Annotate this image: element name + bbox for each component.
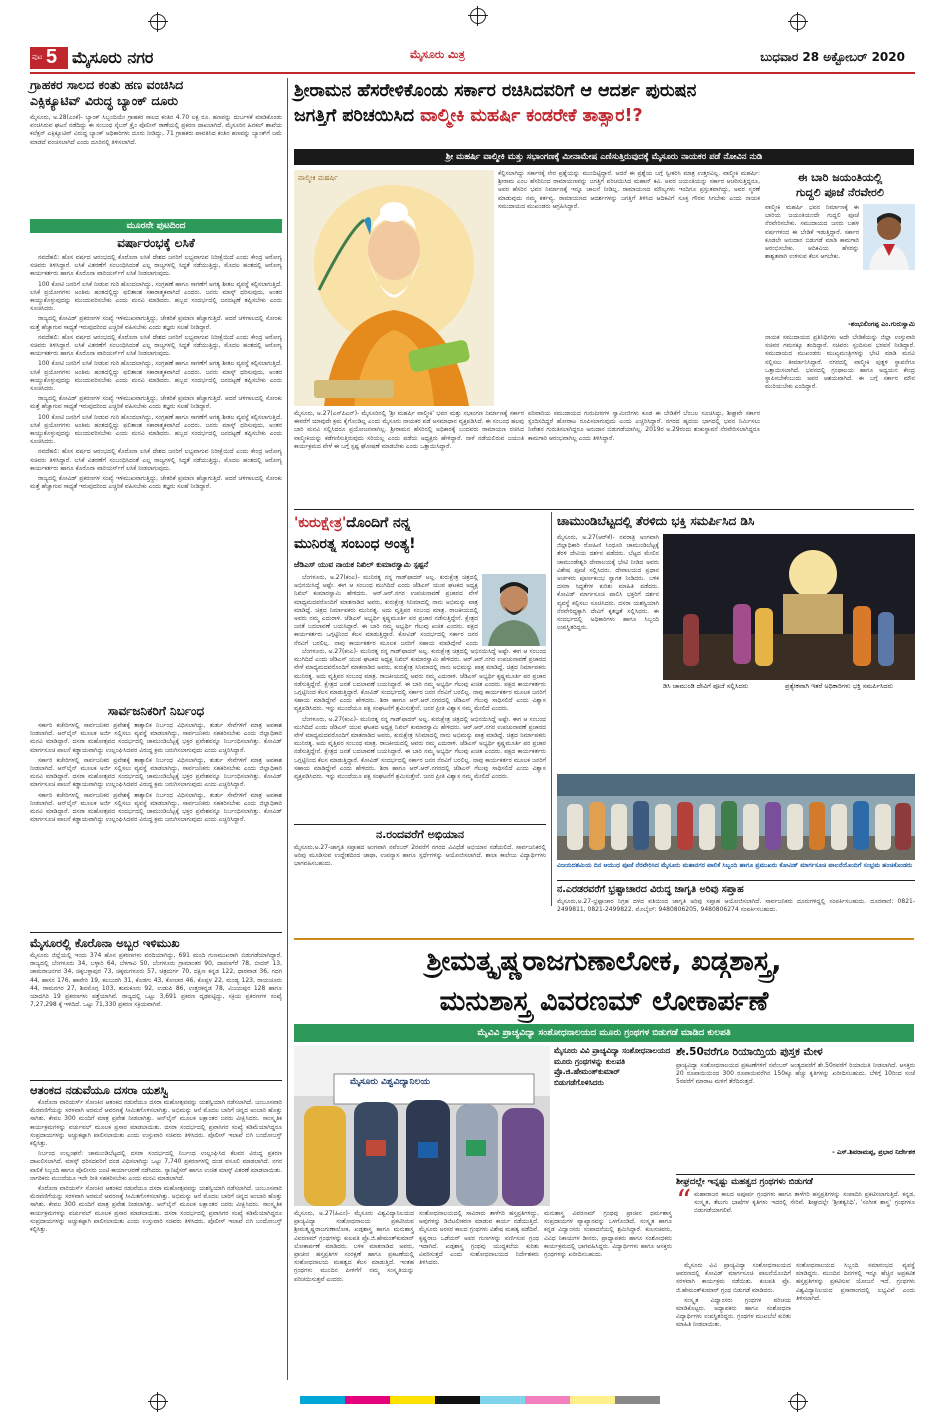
registration-mark <box>150 14 166 30</box>
column-divider <box>551 512 552 906</box>
valmiki-subheadline: ಶ್ರೀ ಮಹರ್ಷಿ ವಾಲ್ಮೀಕಿ ಮತ್ತು ಸಭಾಂಗಣಕ್ಕೆ ಮೀನಾಮೇಷ ಎಣಿಸುತ್ತಿರುವುದಕ್ಕೆ ಮೈಸೂರು ನಾಯಕರ ಪಡೆ ನೋವಿನ ನುಡಿ <box>294 149 914 165</box>
issue-date: ಬುಧವಾರ 28 ಅಕ್ಟೋಬರ್ 2020 <box>760 50 905 64</box>
books-body-4: ಮೈಸೂರು ವಿವಿ ಪ್ರಾಚ್ಯವಿದ್ಯಾ ಸಂಶೋಧನಾಲಯದ ಆವರಣದಲ್ಲಿ ಕೋವಿಡ್ ಮಾರ್ಗಸೂಚಿ ಪಾಲನೆಯೊಂದಿಗೆ ಸರಳವಾಗಿ ಕಾರ್ಯಕ್ರಮ ನಡೆಯಿತು. ಕುಲಪತಿ ಪ್ರೊ. ಜಿ.ಹೇಮಂತ್‌ಕುಮಾರ್ ಗ್ರಂಥ ಬಿಡುಗಡೆ ಮಾಡಿದರು. ಸಂಸ್ಕೃತ ವಿದ್ವಾಂಸರು ಗ್ರಂಥಗಳ ಪರಿಚಯ ಮಾಡಿಕೊಟ್ಟರು. ಅಧ್ಯಾಪಕರು ಹಾಗೂ ಸಂಶೋಧನಾ ವಿದ್ಯಾರ್ಥಿಗಳು ಉಪಸ್ಥಿತರಿದ್ದರು. ಗ್ರಂಥಗಳ ಮುಖಬೆಲೆ ಕುರಿತು ಮಾಹಿತಿ ನೀಡಲಾಯಿತು. <box>676 1262 791 1329</box>
photo-caption-text: ಮೈಸೂರು ವಿವಿ ಪ್ರಾಚ್ಯವಿದ್ಯಾ ಸಂಶೋಧನಾಲಯದ ಮೂರು ಗ್ರಂಥಗಳನ್ನು ಕುಲಪತಿ ಪ್ರೊ.ಜಿ.ಹೇಮಂತ್‌ಕುಮಾರ್ ಬಿಡುಗಡೆಗೊಳಿಸಿದರು <box>554 1046 671 1087</box>
book-fair-byline: - ಎಸ್.ಶಿವರಾಮಪ್ಪ, ಪ್ರಭಾರ ನಿರ್ದೇಶಕ <box>832 1148 915 1156</box>
divider <box>30 1080 282 1081</box>
sidebar-headline: ಈ ಬಾರಿ ಜಯಂತಿಯಲ್ಲಿ ಗುದ್ದಲಿ ಪೂಜೆ ನೆರವೇರಲಿ <box>796 171 884 199</box>
registration-mark <box>790 14 806 30</box>
valmiki-label: ವಾಲ್ಮೀಕಿ ಮಹರ್ಷಿ <box>298 174 338 182</box>
sidebar-box <box>765 170 915 506</box>
pull-quote-headline: ಶೀಘ್ರದಲ್ಲೇ ಇನ್ನಷ್ಟು ಮಹತ್ವದ ಗ್ರಂಥಗಳು ಬಿಡುಗಡೆ <box>676 1177 813 1187</box>
registration-mark <box>150 1394 166 1410</box>
kurukshetra-body-2: ಬೆಂಗಳೂರು, ಅ.27(ಕಂಎ)- ಮುನಿರತ್ನ ನನ್ನ ಗಾಡ್‌ಫಾದರ್ ಅಲ್ಲ. ಕುರುಕ್ಷೇತ್ರ ಚಿತ್ರದಲ್ಲಿ ಅಭಿನಯಿಸಿದ್ದೆ ಅಷ್ಟೇ. ಈಗ ಆ ಸಂಬಂಧ ಮುಗಿದಿದೆ ಎಂದು ಜೆಡಿಎಸ್ ಯುವ ಘಟಕದ ಅಧ್ಯಕ್ಷ ನಿಖಿಲ್ ಕುಮಾರಸ್ವಾಮಿ ಹೇಳಿದರು. ಆರ್.ಆರ್.ನಗರ ಉಪಚುನಾವಣೆ ಪ್ರಚಾರದ ವೇಳೆ ಮಾಧ್ಯಮದವರೊಂದಿಗೆ ಮಾತನಾಡಿದ ಅವರು, ಕುರುಕ್ಷೇತ್ರ ಸಿನಿಮಾದಲ್ಲಿ ನಾನು ಅಭಿಮನ್ಯು ಪಾತ್ರ ಮಾಡಿದ್ದೆ. ಚಿತ್ರದ ನಿರ್ಮಾಪಕರು ಮುನಿರತ್ನ. ಅದು ವೃತ್ತಿಪರ ಸಂಬಂಧ ಮಾತ್ರ. ರಾಜಕೀಯದಲ್ಲಿ ಅವರು ನಮ್ಮ ಎದುರಾಳಿ. ಜೆಡಿಎಸ್ ಅಭ್ಯರ್ಥಿ ಕೃಷ್ಣಮೂರ್ತಿ ಪರ ಪ್ರಚಾರ ನಡೆಸುತ್ತಿದ್ದೇನೆ. ಕ್ಷೇತ್ರದ ಜನತೆ ಬದಲಾವಣೆ ಬಯಸಿದ್ದಾರೆ. ಈ ಬಾರಿ ನಮ್ಮ ಅಭ್ಯರ್ಥಿ ಗೆಲುವು ಖಚಿತ ಎಂದರು. ಪಕ್ಷದ ಕಾರ್ಯಕರ್ತರು ಒಗ್ಗಟ್ಟಿನಿಂದ ಕೆಲಸ ಮಾಡುತ್ತಿದ್ದಾರೆ. ಕೋವಿಡ್ ಸಂದರ್ಭದಲ್ಲಿ ಸರ್ಕಾರ ಜನರ ನೆರವಿಗೆ ಬರಲಿಲ್ಲ. ನಾವು ಕಾರ್ಯಕರ್ತರ ಮೂಲಕ ಜನರಿಗೆ ಸಹಾಯ ಮಾಡಿದ್ದೇವೆ ಎಂದು ಹೇಳಿದರು. ಶಿರಾ ಹಾಗೂ ಆರ್.ಆರ್.ನಗರದಲ್ಲಿ ಜೆಡಿಎಸ್ ಗೆಲುವು ಸಾಧಿಸಲಿದೆ ಎಂದು ವಿಶ್ವಾಸ ವ್ಯಕ್ತಪಡಿಸಿದರು. ಇನ್ನು ಮುಂದೆಯೂ ಪಕ್ಷ ಸಂಘಟನೆಗೆ ಶ್ರಮಿಸುತ್ತೇನೆ. ಜನರ ಪ್ರೀತಿ ವಿಶ್ವಾಸ ನಮ್ಮ ಮೇಲಿದೆ ಎಂದರು. ಬೆಂಗಳೂರು, ಅ.27(ಕಂಎ)- ಮುನಿರತ್ನ ನನ್ನ ಗಾಡ್‌ಫಾದರ್ ಅಲ್ಲ. ಕುರುಕ್ಷೇತ್ರ ಚಿತ್ರದಲ್ಲಿ ಅಭಿನಯಿಸಿದ್ದೆ ಅಷ್ಟೇ. ಈಗ ಆ ಸಂಬಂಧ ಮುಗಿದಿದೆ ಎಂದು ಜೆಡಿಎಸ್ ಯುವ ಘಟಕದ ಅಧ್ಯಕ್ಷ ನಿಖಿಲ್ ಕುಮಾರಸ್ವಾಮಿ ಹೇಳಿದರು. ಆರ್.ಆರ್.ನಗರ ಉಪಚುನಾವಣೆ ಪ್ರಚಾರದ ವೇಳೆ ಮಾಧ್ಯಮದವರೊಂದಿಗೆ ಮಾತನಾಡಿದ ಅವರು, ಕುರುಕ್ಷೇತ್ರ ಸಿನಿಮಾದಲ್ಲಿ ನಾನು ಅಭಿಮನ್ಯು ಪಾತ್ರ ಮಾಡಿದ್ದೆ. ಚಿತ್ರದ ನಿರ್ಮಾಪಕರು ಮುನಿರತ್ನ. ಅದು ವೃತ್ತಿಪರ ಸಂಬಂಧ ಮಾತ್ರ. ರಾಜಕೀಯದಲ್ಲಿ ಅವರು ನಮ್ಮ ಎದುರಾಳಿ. ಜೆಡಿಎಸ್ ಅಭ್ಯರ್ಥಿ ಕೃಷ್ಣಮೂರ್ತಿ ಪರ ಪ್ರಚಾರ ನಡೆಸುತ್ತಿದ್ದೇನೆ. ಕ್ಷೇತ್ರದ ಜನತೆ ಬದಲಾವಣೆ ಬಯಸಿದ್ದಾರೆ. ಈ ಬಾರಿ ನಮ್ಮ ಅಭ್ಯರ್ಥಿ ಗೆಲುವು ಖಚಿತ ಎಂದರು. ಪಕ್ಷದ ಕಾರ್ಯಕರ್ತರು ಒಗ್ಗಟ್ಟಿನಿಂದ ಕೆಲಸ ಮಾಡುತ್ತಿದ್ದಾರೆ. ಕೋವಿಡ್ ಸಂದರ್ಭದಲ್ಲಿ ಸರ್ಕಾರ ಜನರ ನೆರವಿಗೆ ಬರಲಿಲ್ಲ. ನಾವು ಕಾರ್ಯಕರ್ತರ ಮೂಲಕ ಜನರಿಗೆ ಸಹಾಯ ಮಾಡಿದ್ದೇವೆ ಎಂದು ಹೇಳಿದರು. ಶಿರಾ ಹಾಗೂ ಆರ್.ಆರ್.ನಗರದಲ್ಲಿ ಜೆಡಿಎಸ್ ಗೆಲುವು ಸಾಧಿಸಲಿದೆ ಎಂದು ವಿಶ್ವಾಸ ವ್ಯಕ್ತಪಡಿಸಿದರು. ಇನ್ನು ಮುಂದೆಯೂ ಪಕ್ಷ ಸಂಘಟನೆಗೆ ಶ್ರಮಿಸುತ್ತೇನೆ. ಜನರ ಪ್ರೀತಿ ವಿಶ್ವಾಸ ನಮ್ಮ ಮೇಲಿದೆ ಎಂದರು. <box>294 648 546 781</box>
paper-name: ಮೈಸೂರು ಮಿತ್ರ <box>410 48 465 61</box>
book-fair-box <box>676 1046 915 1172</box>
valmiki-headline: ಶ್ರೀರಾಮನ ಹೆಸರೇಳಿಕೊಂಡು ಸರ್ಕಾರ ರಚಿಸಿದವರಿಗೆ ಆ ಆದರ್ಶ ಪುರುಷನ ಜಗತ್ತಿಗೆ ಪರಿಚಯಿಸಿದ ವಾಲ್ಮೀಕಿ ಮಹರ್ಷಿ ಕಂಡರೇಕೆ ತಾತ್ಸಾರ!? <box>294 81 697 126</box>
group-photo <box>557 774 915 860</box>
photo-caption <box>554 1046 672 1206</box>
book-fair-body: ಪ್ರಾಚ್ಯವಿದ್ಯಾ ಸಂಶೋಧನಾಲಯದ ಪ್ರಕಟಣೆಗಳಿಗೆ ನವೆಂಬರ್ ಅಂತ್ಯದವರೆಗೆ ಶೇ.50ರವರೆಗೆ ರಿಯಾಯಿತಿ ನೀಡಲಾಗಿದೆ. ಆಸಕ್ತರು 20 ರೂಪಾಯಿಯಿಂದ 300 ರೂಪಾಯಿವರೆಗಿನ 150ಕ್ಕೂ ಹೆಚ್ಚು ಕೃತಿಗಳನ್ನು ಖರೀದಿಸಬಹುದು. ಬೆಳಿಗ್ಗೆ 10ರಿಂದ ಸಂಜೆ 5ರವರೆಗೆ ಮಾರಾಟ ಮಳಿಗೆ ತೆರೆದಿರುತ್ತದೆ. <box>676 1062 915 1086</box>
bank-body: ಮೈಸೂರು, ಅ.28(ಎಂಕೆ)- ಬ್ಯಾಂಕ್ ಸಿಬ್ಬಂದಿಯೇ ಗ್ರಾಹಕರ ಸಾಲದ ಕಂತಿನ 4.70 ಲಕ್ಷ ರೂ. ಹಣವನ್ನು ದುರ್ಬಳಕೆ ಮಾಡಿಕೊಂಡು ವಂಚಿಸಿರುವ ಘಟನೆ ನಡೆದಿದ್ದು ಈ ಸಂಬಂಧ ಸೈಬರ್ ಕ್ರೈಂ ಪೊಲೀಸ್ ಠಾಣೆಯಲ್ಲಿ ಪ್ರಕರಣ ದಾಖಲಾಗಿದೆ. ಮೈಸೂರಿನ ಹಿನಕಲ್ ಶಾಖೆಯ ಕಲೆಕ್ಷನ್ ಎಕ್ಸಿಕ್ಯೂಟಿವ್ ವಿರುದ್ಧ ಬ್ಯಾಂಕ್ ಅಧಿಕಾರಿಗಳು ದೂರು ನೀಡಿದ್ದು, 71 ಗ್ರಾಹಕರು ಪಾವತಿಸಿದ ಕಂತಿನ ಹಣವನ್ನು ಬ್ಯಾಂಕ್‌ಗೆ ಜಮೆ ಮಾಡದೆ ವಂಚಿಸಲಾಗಿದೆ ಎಂದು ದೂರಿನಲ್ಲಿ ತಿಳಿಸಲಾಗಿದೆ. <box>30 114 282 146</box>
public-body: ಸರ್ಕಾರಿ ಕಚೇರಿಗಳಲ್ಲಿ ಸಾರ್ವಜನಿಕರ ಪ್ರವೇಶಕ್ಕೆ ತಾತ್ಕಾಲಿಕ ನಿರ್ಬಂಧ ವಿಧಿಸಲಾಗಿದ್ದು, ತುರ್ತು ಸೇವೆಗಳಿಗೆ ಮಾತ್ರ ಅವಕಾಶ ನೀಡಲಾಗಿದೆ. ಆನ್‌ಲೈನ್ ಮೂಲಕ ಅರ್ಜಿ ಸಲ್ಲಿಸಲು ವ್ಯವಸ್ಥೆ ಮಾಡಲಾಗಿದ್ದು, ಸಾರ್ವಜನಿಕರು ಸಹಕರಿಸಬೇಕು ಎಂದು ಜಿಲ್ಲಾಧಿಕಾರಿ ಮನವಿ ಮಾಡಿದ್ದಾರೆ. ದಸರಾ ಮಹೋತ್ಸವದ ಸಂದರ್ಭದಲ್ಲಿ ಚಾಮುಂಡಿಬೆಟ್ಟಕ್ಕೆ ಭಕ್ತರ ಪ್ರವೇಶವನ್ನೂ ನಿರ್ಬಂಧಿಸಲಾಗಿತ್ತು. ಕೋವಿಡ್ ಮಾರ್ಗಸೂಚಿ ಪಾಲನೆ ಕಡ್ಡಾಯವಾಗಿದ್ದು ಉಲ್ಲಂಘಿಸಿದವರ ವಿರುದ್ಧ ಕ್ರಮ ಜರುಗಿಸಲಾಗುವುದು ಎಂದು ಎಚ್ಚರಿಸಿದ್ದಾರೆ. ಸರ್ಕಾರಿ ಕಚೇರಿಗಳಲ್ಲಿ ಸಾರ್ವಜನಿಕರ ಪ್ರವೇಶಕ್ಕೆ ತಾತ್ಕಾಲಿಕ ನಿರ್ಬಂಧ ವಿಧಿಸಲಾಗಿದ್ದು, ತುರ್ತು ಸೇವೆಗಳಿಗೆ ಮಾತ್ರ ಅವಕಾಶ ನೀಡಲಾಗಿದೆ. ಆನ್‌ಲೈನ್ ಮೂಲಕ ಅರ್ಜಿ ಸಲ್ಲಿಸಲು ವ್ಯವಸ್ಥೆ ಮಾಡಲಾಗಿದ್ದು, ಸಾರ್ವಜನಿಕರು ಸಹಕರಿಸಬೇಕು ಎಂದು ಜಿಲ್ಲಾಧಿಕಾರಿ ಮನವಿ ಮಾಡಿದ್ದಾರೆ. ದಸರಾ ಮಹೋತ್ಸವದ ಸಂದರ್ಭದಲ್ಲಿ ಚಾಮುಂಡಿಬೆಟ್ಟಕ್ಕೆ ಭಕ್ತರ ಪ್ರವೇಶವನ್ನೂ ನಿರ್ಬಂಧಿಸಲಾಗಿತ್ತು. ಕೋವಿಡ್ ಮಾರ್ಗಸೂಚಿ ಪಾಲನೆ ಕಡ್ಡಾಯವಾಗಿದ್ದು ಉಲ್ಲಂಘಿಸಿದವರ ವಿರುದ್ಧ ಕ್ರಮ ಜರುಗಿಸಲಾಗುವುದು ಎಂದು ಎಚ್ಚರಿಸಿದ್ದಾರೆ. ಸರ್ಕಾರಿ ಕಚೇರಿಗಳಲ್ಲಿ ಸಾರ್ವಜನಿಕರ ಪ್ರವೇಶಕ್ಕೆ ತಾತ್ಕಾಲಿಕ ನಿರ್ಬಂಧ ವಿಧಿಸಲಾಗಿದ್ದು, ತುರ್ತು ಸೇವೆಗಳಿಗೆ ಮಾತ್ರ ಅವಕಾಶ ನೀಡಲಾಗಿದೆ. ಆನ್‌ಲೈನ್ ಮೂಲಕ ಅರ್ಜಿ ಸಲ್ಲಿಸಲು ವ್ಯವಸ್ಥೆ ಮಾಡಲಾಗಿದ್ದು, ಸಾರ್ವಜನಿಕರು ಸಹಕರಿಸಬೇಕು ಎಂದು ಜಿಲ್ಲಾಧಿಕಾರಿ ಮನವಿ ಮಾಡಿದ್ದಾರೆ. ದಸರಾ ಮಹೋತ್ಸವದ ಸಂದರ್ಭದಲ್ಲಿ ಚಾಮುಂಡಿಬೆಟ್ಟಕ್ಕೆ ಭಕ್ತರ ಪ್ರವೇಶವನ್ನೂ ನಿರ್ಬಂಧಿಸಲಾಗಿತ್ತು. ಕೋವಿಡ್ ಮಾರ್ಗಸೂಚಿ ಪಾಲನೆ ಕಡ್ಡಾಯವಾಗಿದ್ದು ಉಲ್ಲಂಘಿಸಿದವರ ವಿರುದ್ಧ ಕ್ರಮ ಜರುಗಿಸಲಾಗುವುದು ಎಂದು ಎಚ್ಚರಿಸಿದ್ದಾರೆ. <box>30 722 282 824</box>
page-label: ಪುಟ <box>32 53 43 61</box>
kurukshetra-body: ಬೆಂಗಳೂರು, ಅ.27(ಕಂಎ)- ಮುನಿರತ್ನ ನನ್ನ ಗಾಡ್‌ಫಾದರ್ ಅಲ್ಲ. ಕುರುಕ್ಷೇತ್ರ ಚಿತ್ರದಲ್ಲಿ ಅಭಿನಯಿಸಿದ್ದೆ ಅಷ್ಟೇ. ಈಗ ಆ ಸಂಬಂಧ ಮುಗಿದಿದೆ ಎಂದು ಜೆಡಿಎಸ್ ಯುವ ಘಟಕದ ಅಧ್ಯಕ್ಷ ನಿಖಿಲ್ ಕುಮಾರಸ್ವಾಮಿ ಹೇಳಿದರು. ಆರ್.ಆರ್.ನಗರ ಉಪಚುನಾವಣೆ ಪ್ರಚಾರದ ವೇಳೆ ಮಾಧ್ಯಮದವರೊಂದಿಗೆ ಮಾತನಾಡಿದ ಅವರು, ಕುರುಕ್ಷೇತ್ರ ಸಿನಿಮಾದಲ್ಲಿ ನಾನು ಅಭಿಮನ್ಯು ಪಾತ್ರ ಮಾಡಿದ್ದೆ. ಚಿತ್ರದ ನಿರ್ಮಾಪಕರು ಮುನಿರತ್ನ. ಅದು ವೃತ್ತಿಪರ ಸಂಬಂಧ ಮಾತ್ರ. ರಾಜಕೀಯದಲ್ಲಿ ಅವರು ನಮ್ಮ ಎದುರಾಳಿ. ಜೆಡಿಎಸ್ ಅಭ್ಯರ್ಥಿ ಕೃಷ್ಣಮೂರ್ತಿ ಪರ ಪ್ರಚಾರ ನಡೆಸುತ್ತಿದ್ದೇನೆ. ಕ್ಷೇತ್ರದ ಜನತೆ ಬದಲಾವಣೆ ಬಯಸಿದ್ದಾರೆ. ಈ ಬಾರಿ ನಮ್ಮ ಅಭ್ಯರ್ಥಿ ಗೆಲುವು ಖಚಿತ ಎಂದರು. ಪಕ್ಷದ ಕಾರ್ಯಕರ್ತರು ಒಗ್ಗಟ್ಟಿನಿಂದ ಕೆಲಸ ಮಾಡುತ್ತಿದ್ದಾರೆ. ಕೋವಿಡ್ ಸಂದರ್ಭದಲ್ಲಿ ಸರ್ಕಾರ ಜನರ ನೆರವಿಗೆ ಬರಲಿಲ್ಲ. ನಾವು ಕಾರ್ಯಕರ್ತರ ಮೂಲಕ ಜನರಿಗೆ ಸಹಾಯ ಮಾಡಿದ್ದೇವೆ ಎಂದು <box>294 574 478 646</box>
bank-headline: ಗ್ರಾಹಕರ ಸಾಲದ ಕಂತು ಹಣ ವಂಚಿಸಿದ ಎಕ್ಸಿಕ್ಯೂಟಿವ್ ವಿರುದ್ಧ ಬ್ಯಾಂಕ್ ದೂರು <box>30 77 184 108</box>
book-release-photo <box>294 1046 550 1206</box>
books-body-2: ಸಂಶೋಧನಾಲಯದಲ್ಲಿ ಸಾವಿರಾರು ತಾಳೆಗರಿ ಹಸ್ತಪ್ರತಿಗಳಿದ್ದು, ಅವುಗಳನ್ನು ಡಿಜಿಟಲೀಕರಣ ಮಾಡುವ ಕಾರ್ಯ ನಡೆಯುತ್ತಿದೆ. ಮೈಸೂರು ಅರಸರ ಕಾಲದ ಗ್ರಂಥಗಳು ವಿಶೇಷ ಮಹತ್ವ ಪಡೆದಿವೆ. ಕೃಷ್ಣರಾಜ ಒಡೆಯರ್ ಅವರ ಗುಣಗಳನ್ನು ವರ್ಣಿಸುವ ಗ್ರಂಥ ಇದಾಗಿದೆ. ಖಡ್ಗಶಾಸ್ತ್ರ ಗ್ರಂಥವು ಯುದ್ಧಕಲೆಯ ಕುರಿತು ವಿವರಿಸುತ್ತದೆ ಎಂದು ಸಂಶೋಧನಾಲಯದ ನಿರ್ದೇಶಕರು ತಿಳಿಸಿದರು. <box>419 1210 539 1267</box>
campaign-headline: ನ.ರಂದವರೆಗೆ ಅಭಿಯಾನ <box>375 828 465 841</box>
chamundi-caption-right: ಪ್ರತ್ಯೇಕವಾಗಿ ಇತರೆ ಅಧಿಕಾರಿಗಳು ಭಕ್ತಿ ಸಮರ್ಪಿಸಿದರು <box>785 682 894 690</box>
registration-mark <box>470 8 486 24</box>
campaign-body: ಮೈಸೂರು,ಅ.27-ಜಾಗೃತಿ ಸಪ್ತಾಹದ ಅಂಗವಾಗಿ ನವೆಂಬರ್ 2ರವರೆಗೆ ನಗರದ ವಿವಿಧೆಡೆ ಅಭಿಯಾನ ನಡೆಯಲಿದೆ. ಸಾರ್ವಜನಿಕರಲ್ಲಿ ಅರಿವು ಮೂಡಿಸುವ ಉದ್ದೇಶದಿಂದ ಜಾಥಾ, ಉಪನ್ಯಾಸ ಹಾಗೂ ಸ್ಪರ್ಧೆಗಳನ್ನು ಆಯೋಜಿಸಲಾಗಿದೆ. ಶಾಲಾ ಕಾಲೇಜು ವಿದ್ಯಾರ್ಥಿಗಳು ಭಾಗವಹಿಸಬಹುದು. <box>294 844 546 868</box>
page-number-badge <box>30 47 68 69</box>
sidebar-body: ವಾಲ್ಮೀಕಿ ಮಹರ್ಷಿ ಭವನ ನಿರ್ಮಾಣಕ್ಕೆ ಈ ಬಾರಿಯ ಜಯಂತಿಯಂದೇ ಗುದ್ದಲಿ ಪೂಜೆ ನೆರವೇರಿಸಬೇಕು. ಸಮುದಾಯದ ಜನರು ಬಹಳ ವರ್ಷಗಳಿಂದ ಈ ಬೇಡಿಕೆ ಇಡುತ್ತಿದ್ದಾರೆ. ಸರ್ಕಾರ ಕೂಡಲೇ ಅನುದಾನ ಬಿಡುಗಡೆ ಮಾಡಿ ಕಾಮಗಾರಿ ಆರಂಭಿಸಬೇಕು. ಆದಿಕವಿಯ ಹೆಸರನ್ನು ಶಾಶ್ವತವಾಗಿ ಉಳಿಸುವ ಕೆಲಸ ಆಗಬೇಕು. <box>765 204 859 261</box>
chamundi-headline: ಚಾಮುಂಡಿಬೆಟ್ಟದಲ್ಲಿ ತೆರಳಿದು ಭಕ್ತಿ ಸಮರ್ಪಿಸಿದ ಡಿಸಿ <box>557 514 755 528</box>
pull-quote <box>676 1177 915 1257</box>
books-headline: ಶ್ರೀಮತ್ಕೃಷ್ಣರಾಜಗುಣಾಲೋಕ, ಖಡ್ಗಶಾಸ್ತ್ರ, ಮನುಶಾಸ್ತ್ರ ವಿವರಣಮ್ ಲೋಕಾರ್ಪಣೆ <box>426 946 782 1017</box>
chamundi-caption-left: ಡಿಸಿ ಚಾಮುಂಡಿ ದೇವಿಗೆ ಪೂಜೆ ಸಲ್ಲಿಸಿದರು <box>663 682 749 690</box>
corona-body: ಮೈಸೂರು ಜಿಲ್ಲೆಯಲ್ಲಿ ಇಂದು 374 ಹೊಸ ಪ್ರಕರಣಗಳು ವರದಿಯಾಗಿದ್ದು, 691 ಮಂದಿ ಗುಣಮುಖರಾಗಿ ಬಿಡುಗಡೆಯಾಗಿದ್ದಾರೆ. ರಾಜ್ಯದಲ್ಲಿ ಬೆಂಗಳೂರು 34, ಬಳ್ಳಾರಿ 64, ಬೆಳಗಾವಿ 50, ಬೆಂಗಳೂರು ಗ್ರಾಮಾಂತರ 90, ದಾವಣಗೆರೆ 78, ಬೀದರ್ 13, ಚಾಮರಾಜನಗರ 34, ಚಿಕ್ಕಬಳ್ಳಾಪುರ 73, ಚಿಕ್ಕಮಗಳೂರು 57, ಚಿತ್ರದುರ್ಗ 70, ದಕ್ಷಿಣ ಕನ್ನಡ 122, ಧಾರವಾಡ 36, ಗದಗ 44, ಹಾಸನ 176, ಹಾವೇರಿ 19, ಕಲಬುರಗಿ 31, ಕೊಡಗು 43, ಕೋಲಾರ 46, ಕೊಪ್ಪಳ 22, ಮಂಡ್ಯ 123, ರಾಯಚೂರು 44, ರಾಮನಗರ 27, ಶಿವಮೊಗ್ಗ 103, ತುಮಕೂರು 92, ಉಡುಪಿ 86, ಉತ್ತರಕನ್ನಡ 78, ವಿಜಯಪುರ 128 ಹಾಗೂ ಯಾದಗಿರಿ 19 ಪ್ರಕರಣಗಳು ಪತ್ತೆಯಾಗಿವೆ. ರಾಜ್ಯದಲ್ಲಿ ಒಟ್ಟು 3,691 ಪ್ರಕರಣ ದೃಢಪಟ್ಟಿದ್ದು, ಸಕ್ರಿಯ ಪ್ರಕರಣಗಳ ಸಂಖ್ಯೆ 7,27,298 ಕ್ಕೆ ಇಳಿದಿದೆ. ಒಟ್ಟು 71,330 ಪ್ರಕರಣ ಸಕ್ರಿಯವಾಗಿವೆ. <box>30 952 282 1009</box>
section-title: ಮೈಸೂರು ನಗರ <box>72 48 154 67</box>
dasara-headline: ಆತಂಕದ ನಡುವೆಯೂ ದಸರಾ ಯಶಸ್ವಿ <box>30 1083 169 1097</box>
anti-corruption-body: ಮೈಸೂರು,ಅ.27-ಭ್ರಷ್ಟಾಚಾರ ನಿಗ್ರಹ ದಳದ ವತಿಯಿಂದ ಜಾಗೃತಿ ಅರಿವು ಸಪ್ತಾಹ ಆಯೋಜಿಸಲಾಗಿದೆ. ಸಾರ್ವಜನಿಕರು ದೂರುಗಳಿದ್ದಲ್ಲಿ ಸಂಪರ್ಕಿಸಬಹುದು. ದೂರವಾಣಿ: 0821-2499811, 0821-2499822. ಮೊಬೈಲ್: 9480806205, 9480806274 ಸಂಪರ್ಕಿಸಬಹುದು. <box>557 898 915 914</box>
nikhil-photo <box>482 574 546 646</box>
vaccine-body: ನವದೆಹಲಿ: ಹೊಸ ವರ್ಷದ ಆರಂಭದಲ್ಲಿ ಕೊರೊನಾ ಲಸಿಕೆ ದೇಶದ ಜನರಿಗೆ ಲಭ್ಯವಾಗುವ ನಿರೀಕ್ಷೆಯಿದೆ ಎಂದು ಕೇಂದ್ರ ಆರೋಗ್ಯ ಸಚಿವರು ತಿಳಿಸಿದ್ದಾರೆ. ಲಸಿಕೆ ವಿತರಣೆಗೆ ಸಂಬಂಧಿಸಿದಂತೆ ಎಲ್ಲ ರಾಜ್ಯಗಳಲ್ಲಿ ಸಿದ್ಧತೆ ನಡೆಯುತ್ತಿದ್ದು, ಮೊದಲ ಹಂತದಲ್ಲಿ ಆರೋಗ್ಯ ಕಾರ್ಯಕರ್ತರು ಹಾಗೂ ಕೊರೊನಾ ವಾರಿಯರ್ಸ್‌ಗೆ ಲಸಿಕೆ ನೀಡಲಾಗುವುದು. 100 ಕೋಟಿ ಜನರಿಗೆ ಲಸಿಕೆ ನೀಡುವ ಗುರಿ ಹೊಂದಲಾಗಿದ್ದು, ಸಂಗ್ರಹಣೆ ಹಾಗೂ ಸಾಗಣೆಗೆ ಅಗತ್ಯ ಶೀತಲ ವ್ಯವಸ್ಥೆ ಕಲ್ಪಿಸಲಾಗುತ್ತಿದೆ. ಲಸಿಕೆ ಪ್ರಯೋಗಗಳು ಅಂತಿಮ ಹಂತದಲ್ಲಿದ್ದು ಫಲಿತಾಂಶ ಸಕಾರಾತ್ಮಕವಾಗಿದೆ ಎಂದರು. ಜನರು ಮಾಸ್ಕ್ ಧರಿಸುವುದು, ಅಂತರ ಕಾಯ್ದುಕೊಳ್ಳುವುದನ್ನು ಮುಂದುವರಿಸಬೇಕು ಎಂದು ಮನವಿ ಮಾಡಿದರು. ಹಬ್ಬದ ಸಂದರ್ಭದಲ್ಲಿ ಜನದಟ್ಟಣೆ ತಪ್ಪಿಸಬೇಕು ಎಂದು ಸೂಚಿಸಿದರು. ರಾಜ್ಯದಲ್ಲಿ ಕೋವಿಡ್ ಪ್ರಕರಣಗಳ ಸಂಖ್ಯೆ ಇಳಿಮುಖವಾಗುತ್ತಿದ್ದು, ಚೇತರಿಕೆ ಪ್ರಮಾಣ ಹೆಚ್ಚಾಗುತ್ತಿದೆ. ಆದರೆ ಚಳಿಗಾಲದಲ್ಲಿ ಸೋಂಕು ಮತ್ತೆ ಹೆಚ್ಚಾಗುವ ಸಾಧ್ಯತೆ ಇರುವುದರಿಂದ ಎಚ್ಚರಿಕೆ ವಹಿಸಬೇಕು ಎಂದು ತಜ್ಞರು ಸಲಹೆ ನೀಡಿದ್ದಾರೆ. ನವದೆಹಲಿ: ಹೊಸ ವರ್ಷದ ಆರಂಭದಲ್ಲಿ ಕೊರೊನಾ ಲಸಿಕೆ ದೇಶದ ಜನರಿಗೆ ಲಭ್ಯವಾಗುವ ನಿರೀಕ್ಷೆಯಿದೆ ಎಂದು ಕೇಂದ್ರ ಆರೋಗ್ಯ ಸಚಿವರು ತಿಳಿಸಿದ್ದಾರೆ. ಲಸಿಕೆ ವಿತರಣೆಗೆ ಸಂಬಂಧಿಸಿದಂತೆ ಎಲ್ಲ ರಾಜ್ಯಗಳಲ್ಲಿ ಸಿದ್ಧತೆ ನಡೆಯುತ್ತಿದ್ದು, ಮೊದಲ ಹಂತದಲ್ಲಿ ಆರೋಗ್ಯ ಕಾರ್ಯಕರ್ತರು ಹಾಗೂ ಕೊರೊನಾ ವಾರಿಯರ್ಸ್‌ಗೆ ಲಸಿಕೆ ನೀಡಲಾಗುವುದು. 100 ಕೋಟಿ ಜನರಿಗೆ ಲಸಿಕೆ ನೀಡುವ ಗುರಿ ಹೊಂದಲಾಗಿದ್ದು, ಸಂಗ್ರಹಣೆ ಹಾಗೂ ಸಾಗಣೆಗೆ ಅಗತ್ಯ ಶೀತಲ ವ್ಯವಸ್ಥೆ ಕಲ್ಪಿಸಲಾಗುತ್ತಿದೆ. ಲಸಿಕೆ ಪ್ರಯೋಗಗಳು ಅಂತಿಮ ಹಂತದಲ್ಲಿದ್ದು ಫಲಿತಾಂಶ ಸಕಾರಾತ್ಮಕವಾಗಿದೆ ಎಂದರು. ಜನರು ಮಾಸ್ಕ್ ಧರಿಸುವುದು, ಅಂತರ ಕಾಯ್ದುಕೊಳ್ಳುವುದನ್ನು ಮುಂದುವರಿಸಬೇಕು ಎಂದು ಮನವಿ ಮಾಡಿದರು. ಹಬ್ಬದ ಸಂದರ್ಭದಲ್ಲಿ ಜನದಟ್ಟಣೆ ತಪ್ಪಿಸಬೇಕು ಎಂದು ಸೂಚಿಸಿದರು. ರಾಜ್ಯದಲ್ಲಿ ಕೋವಿಡ್ ಪ್ರಕರಣಗಳ ಸಂಖ್ಯೆ ಇಳಿಮುಖವಾಗುತ್ತಿದ್ದು, ಚೇತರಿಕೆ ಪ್ರಮಾಣ ಹೆಚ್ಚಾಗುತ್ತಿದೆ. ಆದರೆ ಚಳಿಗಾಲದಲ್ಲಿ ಸೋಂಕು ಮತ್ತೆ ಹೆಚ್ಚಾಗುವ ಸಾಧ್ಯತೆ ಇರುವುದರಿಂದ ಎಚ್ಚರಿಕೆ ವಹಿಸಬೇಕು ಎಂದು ತಜ್ಞರು ಸಲಹೆ ನೀಡಿದ್ದಾರೆ. 100 ಕೋಟಿ ಜನರಿಗೆ ಲಸಿಕೆ ನೀಡುವ ಗುರಿ ಹೊಂದಲಾಗಿದ್ದು, ಸಂಗ್ರಹಣೆ ಹಾಗೂ ಸಾಗಣೆಗೆ ಅಗತ್ಯ ಶೀತಲ ವ್ಯವಸ್ಥೆ ಕಲ್ಪಿಸಲಾಗುತ್ತಿದೆ. ಲಸಿಕೆ ಪ್ರಯೋಗಗಳು ಅಂತಿಮ ಹಂತದಲ್ಲಿದ್ದು ಫಲಿತಾಂಶ ಸಕಾರಾತ್ಮಕವಾಗಿದೆ ಎಂದರು. ಜನರು ಮಾಸ್ಕ್ ಧರಿಸುವುದು, ಅಂತರ ಕಾಯ್ದುಕೊಳ್ಳುವುದನ್ನು ಮುಂದುವರಿಸಬೇಕು ಎಂದು ಮನವಿ ಮಾಡಿದರು. ಹಬ್ಬದ ಸಂದರ್ಭದಲ್ಲಿ ಜನದಟ್ಟಣೆ ತಪ್ಪಿಸಬೇಕು ಎಂದು ಸೂಚಿಸಿದರು. ನವದೆಹಲಿ: ಹೊಸ ವರ್ಷದ ಆರಂಭದಲ್ಲಿ ಕೊರೊನಾ ಲಸಿಕೆ ದೇಶದ ಜನರಿಗೆ ಲಭ್ಯವಾಗುವ ನಿರೀಕ್ಷೆಯಿದೆ ಎಂದು ಕೇಂದ್ರ ಆರೋಗ್ಯ ಸಚಿವರು ತಿಳಿಸಿದ್ದಾರೆ. ಲಸಿಕೆ ವಿತರಣೆಗೆ ಸಂಬಂಧಿಸಿದಂತೆ ಎಲ್ಲ ರಾಜ್ಯಗಳಲ್ಲಿ ಸಿದ್ಧತೆ ನಡೆಯುತ್ತಿದ್ದು, ಮೊದಲ ಹಂತದಲ್ಲಿ ಆರೋಗ್ಯ ಕಾರ್ಯಕರ್ತರು ಹಾಗೂ ಕೊರೊನಾ ವಾರಿಯರ್ಸ್‌ಗೆ ಲಸಿಕೆ ನೀಡಲಾಗುವುದು. ರಾಜ್ಯದಲ್ಲಿ ಕೋವಿಡ್ ಪ್ರಕರಣಗಳ ಸಂಖ್ಯೆ ಇಳಿಮುಖವಾಗುತ್ತಿದ್ದು, ಚೇತರಿಕೆ ಪ್ರಮಾಣ ಹೆಚ್ಚಾಗುತ್ತಿದೆ. ಆದರೆ ಚಳಿಗಾಲದಲ್ಲಿ ಸೋಂಕು ಮತ್ತೆ ಹೆಚ್ಚಾಗುವ ಸಾಧ್ಯತೆ ಇರುವುದರಿಂದ ಎಚ್ಚರಿಕೆ ವಹಿಸಬೇಕು ಎಂದು ತಜ್ಞರು ಸಲಹೆ ನೀಡಿದ್ದಾರೆ. <box>30 254 282 491</box>
banner-label: ಮೈಸೂರು ವಿಶ್ವವಿದ್ಯಾನಿಲಯ <box>350 1077 430 1087</box>
registration-mark <box>790 1394 806 1410</box>
kurukshetra-headline: 'ಕುರುಕ್ಷೇತ್ರ'ದೊಂದಿಗೆ ನನ್ನ ಮುನಿರತ್ನ ಸಂಬಂಧ ಅಂತ್ಯ! <box>294 515 416 552</box>
quote-mark-icon: “ <box>676 1184 692 1219</box>
group-caption: ವಿಜಯದಶಮಿಯ ದಿನ ಆಯುಧ ಪೂಜೆ ನೆರವೇರಿಸಿದ ಮೈಸೂರು ಮಹಾನಗರ ಪಾಲಿಕೆ ಸಿಬ್ಬಂದಿ ಹಾಗೂ ಪ್ರಮುಖರು ಕೋವಿಡ್ ಮಾರ್ಗಸೂಚಿ ಪಾಲನೆಯೊಂದಿಗೆ ಸಂಭ್ರಮ ಹಂಚಿಕೊಂಡರು <box>557 862 913 869</box>
corona-headline: ಮೈಸೂರಲ್ಲಿ ಕೊರೊನಾ ಅಬ್ಬರ ಇಳಿಮುಖ <box>30 936 180 950</box>
anti-corruption-headline: ನ.ಎರಡರವರೆಗೆ ಭ್ರಷ್ಟಾಚಾರದ ವಿರುದ್ಧ ಜಾಗೃತಿ ಅರಿವು ಸಪ್ತಾಹ <box>557 884 744 895</box>
valmiki-body-left: ಮೈಸೂರು, ಅ.27(ಎಸ್‌ಪಿಎನ್)- ಮೈಸೂರಿನಲ್ಲಿ 'ಶ್ರೀ ಮಹರ್ಷಿ ವಾಲ್ಮೀಕಿ' ಭವನ ಮತ್ತು ಸಭಾಂಗಣ ನಿರ್ಮಾಣಕ್ಕೆ ಸರ್ಕಾರ ಈವರೆಗೆ ಯಾವುದೇ ಕ್ರಮ ಕೈಗೊಂಡಿಲ್ಲ ಎಂದು ಮೈಸೂರು ನಾಯಕರ ಪಡೆ ಅಸಮಾಧಾನ ವ್ಯಕ್ತಪಡಿಸಿದೆ. ಈ ಸಂಬಂಧ ಹಲವು ಬಾರಿ ಮನವಿ ಸಲ್ಲಿಸಿದರೂ ಪ್ರಯೋಜನವಾಗಿಲ್ಲ. ಶ್ರೀರಾಮನ ಹೆಸರಿನಲ್ಲಿ ಅಧಿಕಾರಕ್ಕೆ ಬಂದವರು ರಾಮಾಯಣ ರಚಿಸಿದ ವಾಲ್ಮೀಕಿಯನ್ನು ಕಡೆಗಣಿಸುತ್ತಿರುವುದು ಸರಿಯಲ್ಲ ಎಂದು ಪಡೆಯ ಅಧ್ಯಕ್ಷರು ಹೇಳಿದ್ದಾರೆ. ನಾಳೆ ನಡೆಯಲಿರುವ ಜಯಂತಿ ಕಾರ್ಯಕ್ರಮದ ವೇಳೆ ಈ ಬಗ್ಗೆ ಸ್ಪಷ್ಟ ಘೋಷಣೆ ಮಾಡಬೇಕು ಎಂದು ಒತ್ತಾಯಿಸಿದ್ದಾರೆ. <box>294 410 524 450</box>
kurukshetra-subheadline: ಜೆಡಿಎಸ್ ಯುವ ನಾಯಕ ನಿಖಿಲ್ ಕುಮಾರಸ್ವಾಮಿ ಸ್ಪಷ್ಟನೆ <box>294 560 429 569</box>
divider <box>676 1174 915 1175</box>
books-body-5: ಸಂಶೋಧನಾಲಯದ ಸಿಬ್ಬಂದಿ ಸಮಾರಂಭದ ವ್ಯವಸ್ಥೆ ಮಾಡಿದ್ದರು. ಮುಂದಿನ ದಿನಗಳಲ್ಲಿ ಇನ್ನೂ ಹೆಚ್ಚಿನ ಅಪ್ರಕಟಿತ ಹಸ್ತಪ್ರತಿಗಳನ್ನು ಪ್ರಕಟಿಸುವ ಯೋಜನೆ ಇದೆ. ಗ್ರಂಥಗಳು ವಿಶ್ವವಿದ್ಯಾನಿಲಯದ ಪ್ರಸಾರಾಂಗದಲ್ಲಿ ಲಭ್ಯವಿವೆ ಎಂದು ತಿಳಿಸಲಾಗಿದೆ. <box>796 1262 915 1302</box>
pull-quote-body: ಮಹಾರಾಜರ ಕಾಲದ ಅಪೂರ್ವ ಗ್ರಂಥಗಳು ಹಾಗೂ ತಾಳೆಗರಿ ಹಸ್ತಪ್ರತಿಗಳನ್ನು ಸಂಪಾದಿಸಿ ಪ್ರಕಟಿಸಲಾಗುತ್ತಿದೆ. ಕನ್ನಡ, ಸಂಸ್ಕೃತ, ತೆಲುಗು ಭಾಷೆಗಳ ಕೃತಿಗಳು ಇದರಲ್ಲಿ ಸೇರಿವೆ. ಶೀಘ್ರದಲ್ಲೇ 'ಶ್ರೀತತ್ವನಿಧಿ', 'ಸಂಗೀತ ಶಾಸ್ತ್ರ' ಗ್ರಂಥಗಳೂ ಬಿಡುಗಡೆಯಾಗಲಿವೆ. <box>694 1191 915 1215</box>
divider <box>294 938 914 940</box>
page-number: 5 <box>46 46 58 68</box>
divider <box>294 509 914 510</box>
section-banner: ಮೂರನೇ ಪುಟದಿಂದ <box>30 219 282 233</box>
books-subheadline: ಮೈವಿವಿ ಪ್ರಾಚ್ಯವಿದ್ಯಾ ಸಂಶೋಧನಾಲಯದ ಮೂರು ಗ್ರಂಥಗಳ ಬಿಡುಗಡೆ ಮಾಡಿದ ಕುಲಪತಿ <box>294 1024 914 1042</box>
book-fair-headline: ಶೇ.50ವರೆಗೂ ರಿಯಾಯ್ತಿಯ ಪುಸ್ತಕ ಮೇಳ <box>676 1046 823 1058</box>
print-color-bar <box>300 1396 660 1404</box>
sidebar-byline: -ಶಂಭುಲಿಂಗಪ್ಪ ಎಂ.ಗುರುಸ್ವಾಮಿ <box>848 320 915 328</box>
valmiki-illustration <box>294 170 494 406</box>
valmiki-body-right: ಕೆಲ್ಲಿಸಲಾಗಿದ್ದು ಸರ್ಕಾರಕ್ಕೆ ನೇರ ಪ್ರಶ್ನೆಯನ್ನು ಮುಂದಿಟ್ಟಿದ್ದಾರೆ. ಆದರೆ ಈ ಪ್ರಶ್ನೆಯ ಬಗ್ಗೆ ಸ್ವೀಕರಿಸಿ ಮಾತ್ರ ಉತ್ತರವಿಲ್ಲ. ವಾಲ್ಮೀಕಿ ಮಹರ್ಷಿ: ಶ್ರೀರಾಮ ಎಂಬ ಹೆಸರಿನಿಂದ ರಾಮಾಯಣವನ್ನು ಜಗತ್ತಿಗೆ ಪರಿಚಯಿಸಿದ ಮಹಾನ್ ಕವಿ. ಅವರ ಜಯಂತಿಯನ್ನು ಸರ್ಕಾರ ಆಚರಿಸುತ್ತಿದ್ದರೂ, ಅವರ ಹೆಸರಿನ ಭವನ ನಿರ್ಮಾಣಕ್ಕೆ ಇನ್ನೂ ಚಾಲನೆ ನೀಡಿಲ್ಲ. ರಾಮಾಯಣದ ಮೌಲ್ಯಗಳು ಇಂದಿಗೂ ಪ್ರಸ್ತುತವಾಗಿದ್ದು, ಅವರ ಸ್ಮರಣೆ ಮಾಡುವುದು ನಮ್ಮ ಕರ್ತವ್ಯ. ರಾಮಾಯಣದ ಆದರ್ಶಗಳನ್ನು ಜಗತ್ತಿಗೆ ತಿಳಿಸಿದ ಆದಿಕವಿಗೆ ಸೂಕ್ತ ಗೌರವ ಸಿಗಬೇಕು ಎಂದು ನಾಯಕ ಸಮುದಾಯದ ಮುಖಂಡರು ಆಗ್ರಹಿಸಿದ್ದಾರೆ. <box>498 170 760 210</box>
books-body-3: ಮನುಶಾಸ್ತ್ರ ವಿವರಣಮ್ ಗ್ರಂಥವು ಪ್ರಾಚೀನ ಧರ್ಮಶಾಸ್ತ್ರ ಸಂಪ್ರದಾಯಗಳ ವ್ಯಾಖ್ಯಾನವನ್ನು ಒಳಗೊಂಡಿದೆ. ಸಂಸ್ಕೃತ ಹಾಗೂ ಕನ್ನಡ ವಿದ್ವಾಂಸರು ಸಂಪಾದನೆಯಲ್ಲಿ ಶ್ರಮಿಸಿದ್ದಾರೆ. ಕುಲಸಚಿವರು, ವಿವಿಧ ನಿಕಾಯಗಳ ಡೀನರು, ಪ್ರಾಧ್ಯಾಪಕರು ಹಾಗೂ ಸಂಶೋಧಕರು ಕಾರ್ಯಕ್ರಮದಲ್ಲಿ ಭಾಗವಹಿಸಿದ್ದರು. ವಿದ್ಯಾರ್ಥಿಗಳು ಹಾಗೂ ಆಸಕ್ತರು ಗ್ರಂಥಗಳನ್ನು ಖರೀದಿಸಬಹುದು. <box>544 1210 672 1259</box>
dasara-body: ಕೊರೊನಾ ವಾರಿಯರ್ಸ್ ಸೋಂಕಿನ ಆತಂಕದ ನಡುವೆಯೂ ದಸರಾ ಮಹೋತ್ಸವವನ್ನು ಯಶಸ್ವಿಯಾಗಿ ನಡೆಸಲಾಗಿದೆ. ಜಂಬೂಸವಾರಿ ಮೆರವಣಿಗೆಯನ್ನು ಸರಳವಾಗಿ ಅರಮನೆ ಆವರಣಕ್ಕೆ ಸೀಮಿತಗೊಳಿಸಲಾಗಿತ್ತು. ಅಭಿಮನ್ಯು ಆನೆ ಮೊದಲ ಬಾರಿಗೆ ಚಿನ್ನದ ಅಂಬಾರಿ ಹೊತ್ತು ಸಾಗಿತು. ಕೇವಲ 300 ಮಂದಿಗೆ ಮಾತ್ರ ಪ್ರವೇಶ ನೀಡಲಾಗಿತ್ತು. ಆನ್‌ಲೈನ್ ಮೂಲಕ ಲಕ್ಷಾಂತರ ಜನರು ವೀಕ್ಷಿಸಿದರು. ಸಾಂಸ್ಕೃತಿಕ ಕಾರ್ಯಕ್ರಮಗಳನ್ನು ವರ್ಚುವಲ್ ಮೂಲಕ ಪ್ರಸಾರ ಮಾಡಲಾಯಿತು. ದಸರಾ ಸಂದರ್ಭದಲ್ಲಿ ಪ್ರವಾಸಿಗರ ಸಂಖ್ಯೆ ಕಡಿಮೆಯಾಗಿದ್ದರೂ ಸಂಪ್ರದಾಯಗಳನ್ನು ಅಚ್ಚುಕಟ್ಟಾಗಿ ಪಾಲಿಸಲಾಯಿತು ಎಂದು ಉಸ್ತುವಾರಿ ಸಚಿವರು ತಿಳಿಸಿದರು. ಪೊಲೀಸ್ ಇಲಾಖೆ ಬಿಗಿ ಬಂದೋಬಸ್ತ್ ಕಲ್ಪಿಸಿತ್ತು. ನಿರ್ಬಂಧ ಉಲ್ಲಂಘನೆ: ಚಾಮುಂಡಿಬೆಟ್ಟದಲ್ಲಿ ದಸರಾ ಸಂದರ್ಭದಲ್ಲಿ ನಿರ್ಬಂಧ ಉಲ್ಲಂಘಿಸಿದ ಕೆಲವರ ವಿರುದ್ಧ ಪ್ರಕರಣ ದಾಖಲಿಸಲಾಗಿದೆ. ಮಾಸ್ಕ್ ಧರಿಸದವರಿಗೆ ದಂಡ ವಿಧಿಸಲಾಗಿದ್ದು ಒಟ್ಟು 7,740 ಪ್ರಕರಣಗಳಲ್ಲಿ ದಂಡ ವಸೂಲಿ ಮಾಡಲಾಗಿದೆ. ನಗರ ಪಾಲಿಕೆ ಸಿಬ್ಬಂದಿ ಹಾಗೂ ಪೊಲೀಸರು ಜಂಟಿ ಕಾರ್ಯಾಚರಣೆ ನಡೆಸಿದರು. ಸ್ಯಾನಿಟೈಸರ್ ಹಾಗೂ ಉಚಿತ ಮಾಸ್ಕ್ ವಿತರಣೆ ಮಾಡಲಾಯಿತು. ನಾಗರಿಕರು ಮುಂದೆಯೂ ಇದೇ ರೀತಿ ಸಹಕರಿಸಬೇಕು ಎಂದು ಮನವಿ ಮಾಡಲಾಗಿದೆ. ಕೊರೊನಾ ವಾರಿಯರ್ಸ್ ಸೋಂಕಿನ ಆತಂಕದ ನಡುವೆಯೂ ದಸರಾ ಮಹೋತ್ಸವವನ್ನು ಯಶಸ್ವಿಯಾಗಿ ನಡೆಸಲಾಗಿದೆ. ಜಂಬೂಸವಾರಿ ಮೆರವಣಿಗೆಯನ್ನು ಸರಳವಾಗಿ ಅರಮನೆ ಆವರಣಕ್ಕೆ ಸೀಮಿತಗೊಳಿಸಲಾಗಿತ್ತು. ಅಭಿಮನ್ಯು ಆನೆ ಮೊದಲ ಬಾರಿಗೆ ಚಿನ್ನದ ಅಂಬಾರಿ ಹೊತ್ತು ಸಾಗಿತು. ಕೇವಲ 300 ಮಂದಿಗೆ ಮಾತ್ರ ಪ್ರವೇಶ ನೀಡಲಾಗಿತ್ತು. ಆನ್‌ಲೈನ್ ಮೂಲಕ ಲಕ್ಷಾಂತರ ಜನರು ವೀಕ್ಷಿಸಿದರು. ಸಾಂಸ್ಕೃತಿಕ ಕಾರ್ಯಕ್ರಮಗಳನ್ನು ವರ್ಚುವಲ್ ಮೂಲಕ ಪ್ರಸಾರ ಮಾಡಲಾಯಿತು. ದಸರಾ ಸಂದರ್ಭದಲ್ಲಿ ಪ್ರವಾಸಿಗರ ಸಂಖ್ಯೆ ಕಡಿಮೆಯಾಗಿದ್ದರೂ ಸಂಪ್ರದಾಯಗಳನ್ನು ಅಚ್ಚುಕಟ್ಟಾಗಿ ಪಾಲಿಸಲಾಯಿತು ಎಂದು ಉಸ್ತುವಾರಿ ಸಚಿವರು ತಿಳಿಸಿದರು. ಪೊಲೀಸ್ ಇಲಾಖೆ ಬಿಗಿ ಬಂದೋಬಸ್ತ್ ಕಲ್ಪಿಸಿತ್ತು. <box>30 1099 282 1234</box>
chamundi-temple-photo <box>663 534 915 680</box>
vaccine-headline: ವರ್ಷಾರಂಭಕ್ಕೆ ಲಸಿಕೆ <box>117 236 195 250</box>
valmiki-headline-accent: ವಾಲ್ಮೀಕಿ ಮಹರ್ಷಿ ಕಂಡರೇಕೆ ತಾತ್ಸಾರ!? <box>420 106 643 126</box>
valmiki-body-mid: ಪರಿವಾರಿಯ ಸಮುದಾಯದ ಗುರುಪೀಠಗಳ ಸ್ವಾಮೀಜಿಗಳು ಕೂಡ ಈ ಬೇಡಿಕೆಗೆ ಬೆಂಬಲ ಸೂಚಿಸಿದ್ದು, ಶೀಘ್ರವೇ ಸರ್ಕಾರ ಸ್ಪಂದಿಸದಿದ್ದರೆ ಹೋರಾಟ ರೂಪಿಸಲಾಗುವುದು ಎಂದು ಎಚ್ಚರಿಸಿದ್ದಾರೆ. ನಗರದ ಹೃದಯ ಭಾಗದಲ್ಲಿ ಭವನ ನಿರ್ಮಿಸಲು ನಿವೇಶನ ಗುರುತಿಸಲಾಗಿದ್ದರೂ ಅನುದಾನ ಬಿಡುಗಡೆಯಾಗಿಲ್ಲ. 2019ರ ಅ.29ರಂದು ಶಂಕುಸ್ಥಾಪನೆ ನೆರವೇರಿಸಲಾಗಿದ್ದರೂ ಕಾಮಗಾರಿ ಆರಂಭವಾಗಿಲ್ಲ ಎಂದು ತಿಳಿಸಿದ್ದಾರೆ. <box>528 410 760 442</box>
sidebar-portrait <box>863 204 915 270</box>
chamundi-body: ಮೈಸೂರು, ಅ.27(ಆರ್‌ಕೆ)- ನವರಾತ್ರಿ ಅಂಗವಾಗಿ ಜಿಲ್ಲಾಧಿಕಾರಿ ರೋಹಿಣಿ ಸಿಂಧೂರಿ ಚಾಮುಂಡಿಬೆಟ್ಟಕ್ಕೆ ತೆರಳಿ ದೇವಿಯ ದರ್ಶನ ಪಡೆದರು. ಬೆಟ್ಟದ ಮೇಲಿನ ಚಾಮುಂಡೇಶ್ವರಿ ದೇವಾಲಯಕ್ಕೆ ಭೇಟಿ ನೀಡಿದ ಅವರು ವಿಶೇಷ ಪೂಜೆ ಸಲ್ಲಿಸಿದರು. ದೇವಾಲಯದ ಪ್ರಧಾನ ಅರ್ಚಕರು ಪೂರ್ಣಕುಂಭ ಸ್ವಾಗತ ನೀಡಿದರು. ಬಳಿಕ ದಸರಾ ಸಿದ್ಧತೆಗಳ ಕುರಿತು ಮಾಹಿತಿ ಪಡೆದರು. ಕೋವಿಡ್ ಮಾರ್ಗಸೂಚಿ ಪಾಲಿಸಿ ಭಕ್ತರಿಗೆ ದರ್ಶನ ವ್ಯವಸ್ಥೆ ಕಲ್ಪಿಸಲು ಸೂಚಿಸಿದರು. ದಸರಾ ಯಶಸ್ವಿಯಾಗಿ ನೆರವೇರಿದ್ದಕ್ಕಾಗಿ ದೇವಿಗೆ ಕೃತಜ್ಞತೆ ಸಲ್ಲಿಸಿದರು. ಈ ಸಂದರ್ಭದಲ್ಲಿ ಅಧಿಕಾರಿಗಳು ಹಾಗೂ ಸಿಬ್ಬಂದಿ ಉಪಸ್ಥಿತರಿದ್ದರು. <box>557 534 659 632</box>
sidebar-body-2: ನಾಯಕ ಸಮುದಾಯದ ಪ್ರತಿನಿಧಿಗಳು ಅದೇ ಬೇಡಿಕೆಯನ್ನು ಜಿಲ್ಲಾ ಉಸ್ತುವಾರಿ ಸಚಿವರ ಗಮನಕ್ಕೂ ತಂದಿದ್ದಾರೆ. ಸಚಿವರು ಸ್ಪಂದಿಸುವ ಭರವಸೆ ನೀಡಿದ್ದಾರೆ. ಸಮುದಾಯದ ಮುಖಂಡರು ಮುಖ್ಯಮಂತ್ರಿಗಳನ್ನು ಭೇಟಿ ಮಾಡಿ ಮನವಿ ಸಲ್ಲಿಸಲು ತೀರ್ಮಾನಿಸಿದ್ದಾರೆ. ನಗರದಲ್ಲಿ ವಾಲ್ಮೀಕಿ ಪುತ್ಥಳಿ ಸ್ಥಾಪನೆಗೂ ಒತ್ತಾಯಿಸಲಾಗಿದೆ. ಭವನದಲ್ಲಿ ಗ್ರಂಥಾಲಯ ಹಾಗೂ ಅಧ್ಯಯನ ಕೇಂದ್ರ ಸ್ಥಾಪಿಸಬೇಕೆಂಬುದು ಅವರ ಆಶಯವಾಗಿದೆ. ಈ ಬಗ್ಗೆ ಸರ್ಕಾರ ಮೌನ ಮುರಿಯಬೇಕು ಎಂದಿದ್ದಾರೆ. <box>765 334 915 391</box>
masthead-rule <box>30 72 915 74</box>
public-headline: ಸಾರ್ವಜನಿಕರಿಗೆ ನಿರ್ಬಂಧ <box>107 704 205 718</box>
books-body-1: ಮೈಸೂರು, ಅ.27(ಹಿಎಂ)- ಮೈಸೂರು ವಿಶ್ವವಿದ್ಯಾನಿಲಯದ ಪ್ರಾಚ್ಯವಿದ್ಯಾ ಸಂಶೋಧನಾಲಯ ಪ್ರಕಟಿಸಿರುವ ಶ್ರೀಮತ್ಕೃಷ್ಣರಾಜಗುಣಾಲೋಕ, ಖಡ್ಗಶಾಸ್ತ್ರ ಹಾಗೂ ಮನುಶಾಸ್ತ್ರ ವಿವರಣಮ್ ಗ್ರಂಥಗಳನ್ನು ಕುಲಪತಿ ಪ್ರೊ.ಜಿ.ಹೇಮಂತ್‌ಕುಮಾರ್ ಲೋಕಾರ್ಪಣೆ ಮಾಡಿದರು. ಬಳಿಕ ಮಾತನಾಡಿದ ಅವರು, ಪ್ರಾಚೀನ ಹಸ್ತಪ್ರತಿಗಳ ಸಂರಕ್ಷಣೆ ಹಾಗೂ ಪ್ರಕಟಣೆಯಲ್ಲಿ ಸಂಶೋಧನಾಲಯ ಮಹತ್ವದ ಕೆಲಸ ಮಾಡುತ್ತಿದೆ. ಇಂತಹ ಗ್ರಂಥಗಳು ಮುಂದಿನ ಪೀಳಿಗೆಗೆ ನಮ್ಮ ಸಂಸ್ಕೃತಿಯನ್ನು ಪರಿಚಯಿಸುತ್ತವೆ ಎಂದರು. <box>294 1210 414 1283</box>
divider <box>294 824 546 825</box>
column-divider <box>287 78 288 1380</box>
divider <box>30 932 282 933</box>
divider <box>557 880 915 881</box>
